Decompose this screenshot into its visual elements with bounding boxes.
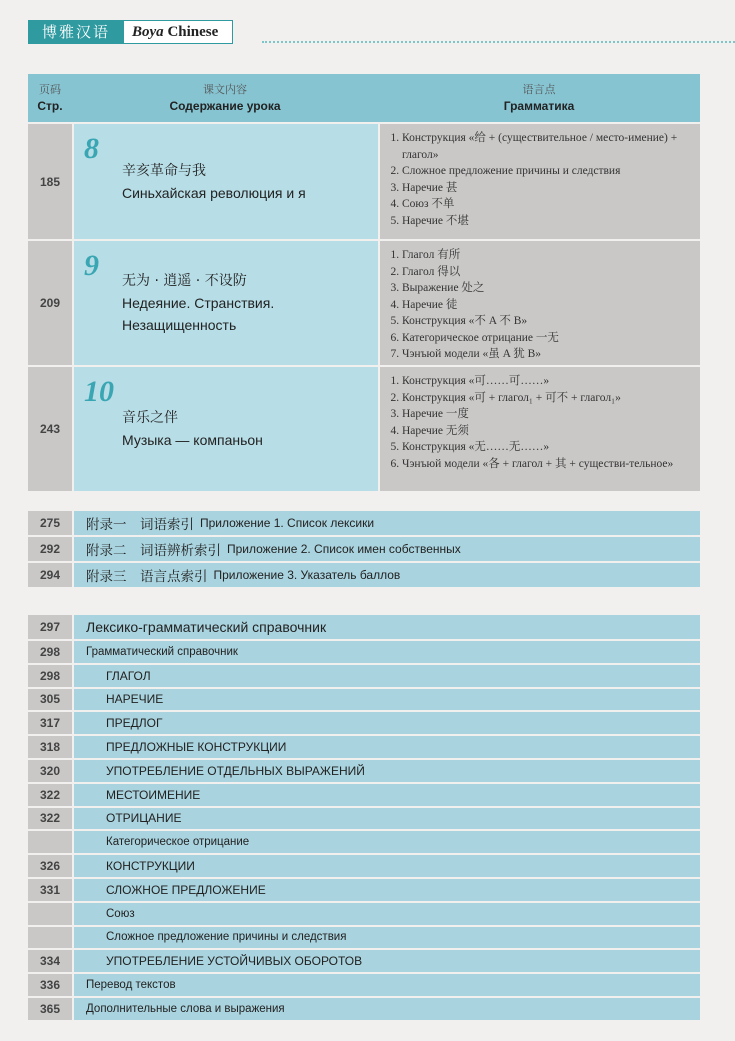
appendix-page-number: 275	[28, 511, 72, 535]
reference-title: Категорическое отрицание	[74, 831, 700, 853]
reference-title: ГЛАГОЛ	[74, 665, 700, 687]
reference-title: УПОТРЕБЛЕНИЕ ОТДЕЛЬНЫХ ВЫРАЖЕНИЙ	[74, 760, 700, 782]
lesson-title-ru-cont: Незащищенность	[122, 317, 237, 333]
reference-page-number: 365	[28, 998, 72, 1020]
lesson-title-cn: 音乐之伴	[122, 410, 178, 426]
grammar-item: 7. Чэнъюй модели «虽 A 犹 B»	[402, 346, 692, 363]
reference-title: ОТРИЦАНИЕ	[74, 808, 700, 830]
book-header	[28, 20, 233, 44]
grammar-item: 4. Наречие 无须	[402, 423, 692, 440]
reference-row	[28, 831, 700, 853]
grammar-item: 3. Наречие 一度	[402, 406, 692, 423]
header-page-ru: Стр.	[37, 99, 63, 113]
lesson-number: 9	[84, 249, 99, 282]
reference-title: УПОТРЕБЛЕНИЕ УСТОЙЧИВЫХ ОБОРОТОВ	[74, 950, 700, 972]
reference-row	[28, 903, 700, 925]
grammar-item: 5. Наречие 不堪	[402, 213, 692, 230]
reference-row	[28, 927, 700, 949]
reference-page-number: 331	[28, 879, 72, 901]
lesson-title	[118, 160, 306, 204]
reference-title: КОНСТРУКЦИИ	[74, 855, 700, 877]
lesson-page-number: 185	[28, 124, 72, 239]
grammar-item: 5. Конструкция «无……无……»	[402, 439, 692, 456]
grammar-item: 4. Союз 不单	[402, 196, 692, 213]
appendix-row	[28, 511, 700, 535]
lesson-content	[74, 367, 378, 491]
reference-page-number	[28, 927, 72, 949]
reference-title: СЛОЖНОЕ ПРЕДЛОЖЕНИЕ	[74, 879, 700, 901]
lesson-title-cn: 无为 · 逍遥 · 不设防	[122, 273, 247, 289]
reference-title: ПРЕДЛОГ	[74, 712, 700, 734]
grammar-item: 5. Конструкция «不 A 不 B»	[402, 313, 692, 330]
grammar-item: 3. Наречие 甚	[402, 180, 692, 197]
grammar-item: 2. Конструкция «可 + глагол₁ + 可不 + глагол₁»	[402, 390, 692, 407]
appendix-page-number: 294	[28, 563, 72, 587]
lesson-row	[28, 365, 700, 491]
reference-row	[28, 736, 700, 758]
reference-page-number: 336	[28, 974, 72, 996]
appendix-title-cn: 附录三 语言点索引	[86, 569, 208, 585]
reference-row	[28, 950, 700, 972]
header-grammar-cn: 语言点	[522, 83, 556, 96]
lessons-table-header	[28, 74, 700, 122]
reference-page-number: 297	[28, 615, 72, 639]
lesson-row	[28, 122, 700, 239]
appendix-title-ru: Приложение 1. Список лексики	[200, 516, 375, 530]
brand-english-italic: Boya	[132, 24, 164, 40]
reference-table	[28, 615, 700, 1022]
reference-row	[28, 760, 700, 782]
lesson-number: 8	[84, 132, 99, 165]
appendix-title-cn: 附录一 词语索引	[86, 517, 194, 533]
grammar-item: 1. Глагол 有所	[402, 247, 692, 264]
grammar-item: 3. Выражение 处之	[402, 280, 692, 297]
reference-page-number: 317	[28, 712, 72, 734]
appendix-row	[28, 563, 700, 587]
lesson-content	[74, 124, 378, 239]
reference-row	[28, 784, 700, 806]
brand-english	[124, 20, 233, 44]
reference-title: Лексико-грамматический справочник	[74, 615, 700, 639]
reference-page-number: 326	[28, 855, 72, 877]
reference-page-number: 334	[28, 950, 72, 972]
reference-row	[28, 998, 700, 1020]
reference-row	[28, 879, 700, 901]
grammar-item: 6. Категорическое отрицание 一无	[402, 330, 692, 347]
reference-row	[28, 808, 700, 830]
reference-title: МЕСТОИМЕНИЕ	[74, 784, 700, 806]
reference-row	[28, 689, 700, 711]
header-content	[72, 74, 378, 122]
reference-page-number: 322	[28, 808, 72, 830]
lesson-title-cn: 辛亥革命与我	[122, 162, 206, 179]
appendix-table	[28, 511, 700, 589]
reference-title: Перевод текстов	[74, 974, 700, 996]
reference-title: НАРЕЧИЕ	[74, 689, 700, 711]
header-grammar-ru: Грамматика	[503, 99, 575, 113]
lesson-title-ru: Музыка — компаньон	[122, 432, 263, 448]
header-page	[28, 74, 72, 122]
reference-page-number: 305	[28, 689, 72, 711]
reference-page-number	[28, 903, 72, 925]
appendix-title	[74, 563, 700, 587]
reference-row	[28, 974, 700, 996]
reference-title: Союз	[74, 903, 700, 925]
reference-page-number: 320	[28, 760, 72, 782]
lesson-content	[74, 241, 378, 365]
header-content-ru: Содержание урока	[169, 99, 281, 113]
reference-title: ПРЕДЛОЖНЫЕ КОНСТРУКЦИИ	[74, 736, 700, 758]
grammar-item: 1. Конструкция «给 + (существительное / место-имение) + глагол»	[402, 130, 692, 163]
reference-row	[28, 615, 700, 639]
appendix-title-ru: Приложение 2. Список имен собственных	[227, 542, 461, 556]
appendix-row	[28, 537, 700, 561]
grammar-item: 2. Сложное предложение причины и следствия	[402, 163, 692, 180]
appendix-title	[74, 537, 700, 561]
lesson-grammar	[380, 124, 700, 239]
lesson-title-ru: Недеяние. Странствия.	[122, 295, 275, 311]
lesson-title-ru: Синьхайская революция и я	[122, 184, 306, 201]
lesson-title	[118, 407, 263, 451]
reference-row	[28, 712, 700, 734]
lesson-title	[118, 270, 274, 336]
header-dotted-rule	[262, 41, 735, 43]
appendix-title-ru: Приложение 3. Указатель баллов	[213, 568, 401, 582]
lesson-number: 10	[84, 375, 114, 408]
lesson-grammar	[380, 367, 700, 491]
reference-page-number: 322	[28, 784, 72, 806]
lesson-grammar	[380, 241, 700, 365]
reference-page-number: 298	[28, 641, 72, 663]
reference-title: Дополнительные слова и выражения	[74, 998, 700, 1020]
lesson-row	[28, 239, 700, 365]
lesson-page-number: 243	[28, 367, 72, 491]
reference-row	[28, 665, 700, 687]
lessons-table	[28, 74, 700, 491]
brand-english-word: Chinese	[167, 24, 219, 40]
reference-title: Сложное предложение причины и следствия	[74, 927, 700, 949]
appendix-title	[74, 511, 700, 535]
reference-row	[28, 641, 700, 663]
header-content-cn: 课文内容	[203, 83, 247, 96]
reference-page-number: 298	[28, 665, 72, 687]
reference-page-number	[28, 831, 72, 853]
grammar-item: 6. Чэнъюй модели «各 + глагол + 其 + существи-тельное»	[402, 456, 692, 473]
header-grammar	[378, 74, 700, 122]
lesson-page-number: 209	[28, 241, 72, 365]
appendix-title-cn: 附录二 词语辨析索引	[86, 543, 221, 559]
grammar-item: 4. Наречие 徒	[402, 297, 692, 314]
grammar-item: 1. Конструкция «可……可……»	[402, 373, 692, 390]
brand-chinese: 博雅汉语	[28, 20, 124, 44]
header-page-cn: 页码	[39, 83, 61, 96]
reference-row	[28, 855, 700, 877]
grammar-item: 2. Глагол 得以	[402, 264, 692, 281]
reference-title: Грамматический справочник	[74, 641, 700, 663]
appendix-page-number: 292	[28, 537, 72, 561]
reference-page-number: 318	[28, 736, 72, 758]
